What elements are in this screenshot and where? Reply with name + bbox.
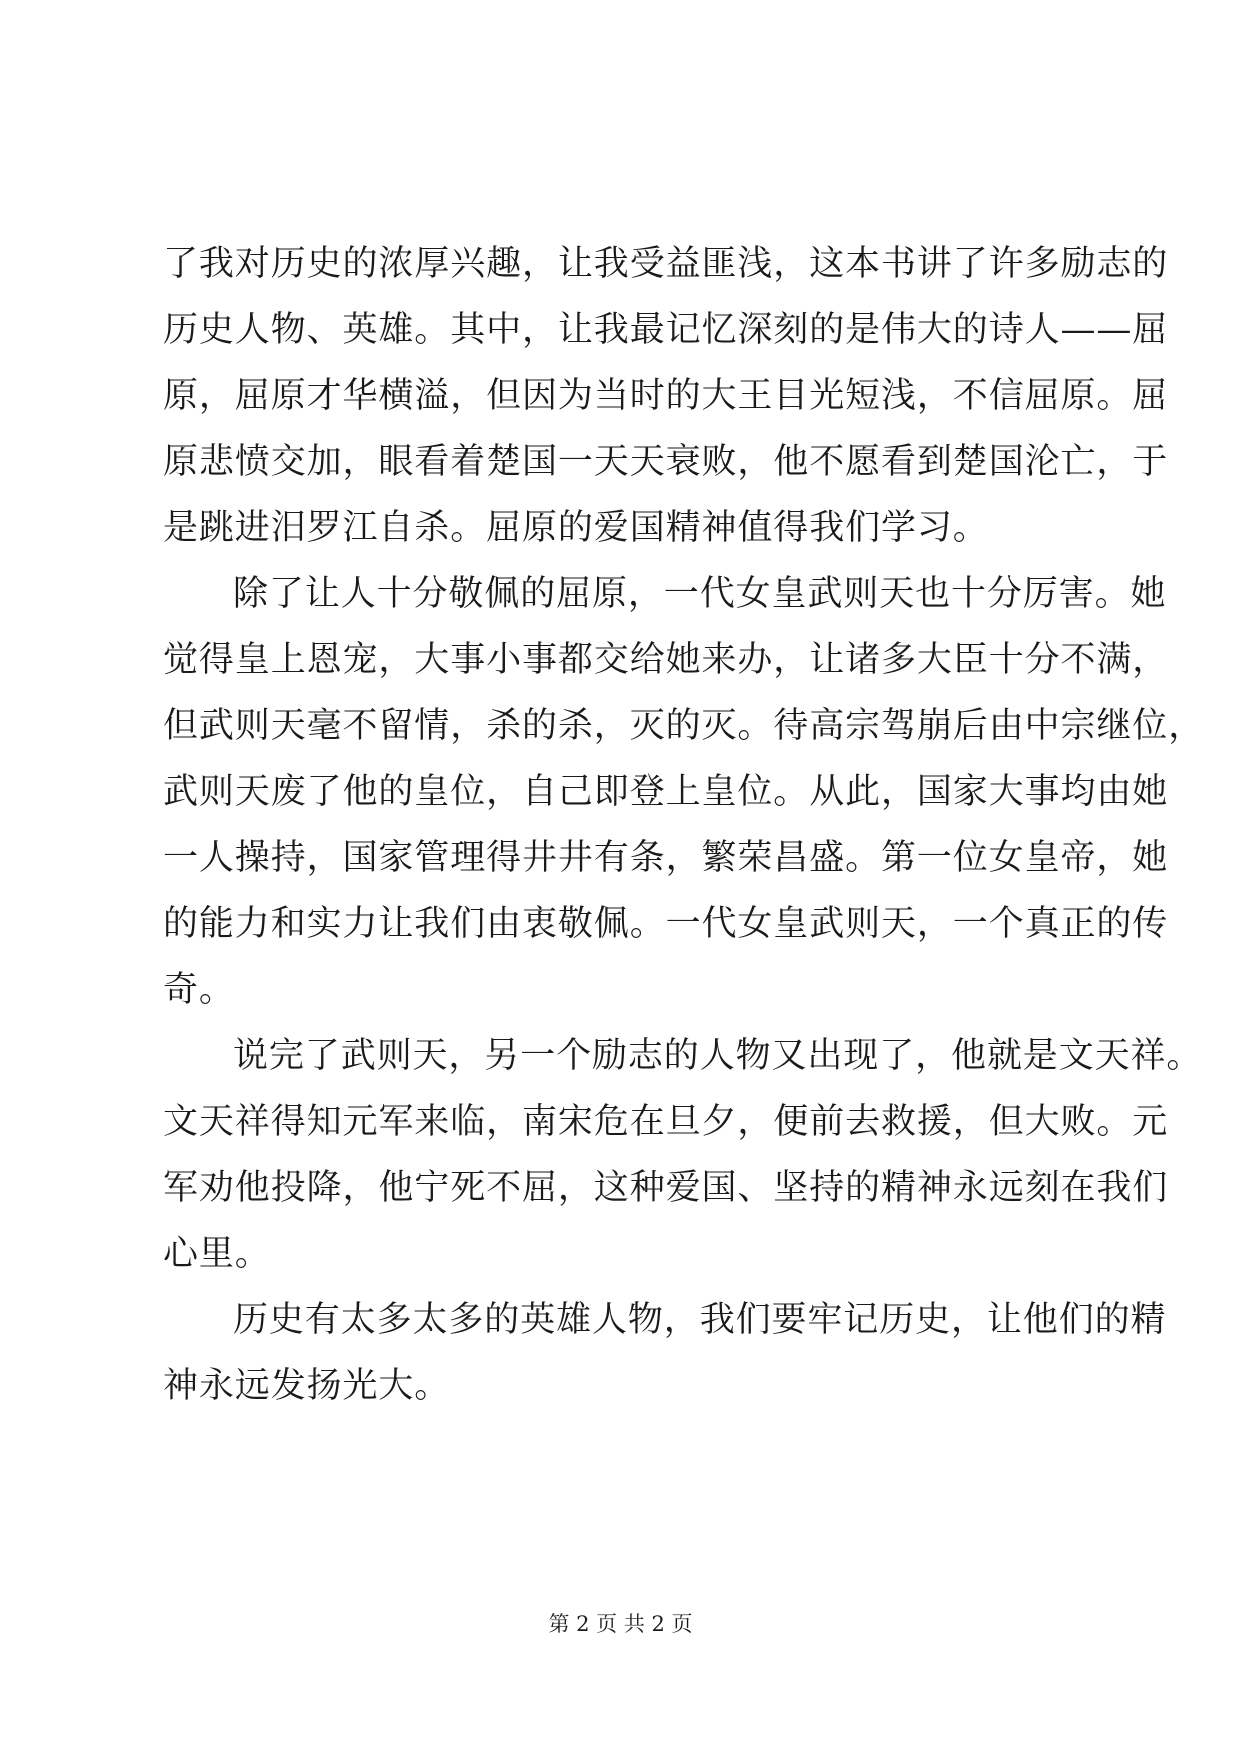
paragraph-first-line: 说完了武则天，另一个励志的人物又出现了，他就是文天祥。 [233, 1036, 1203, 1076]
page-number: 第 2 页 共 2 页 [548, 1612, 693, 1636]
text-line: 原，屈原才华横溢，但因为当时的大王目光短浅，不信屈原。屈 [163, 376, 1169, 416]
document-body [163, 231, 1205, 1419]
text-line: 但武则天毫不留情，杀的杀，灭的灭。待高宗驾崩后由中宗继位， [163, 706, 1205, 746]
text-line: 了我对历史的浓厚兴趣，让我受益匪浅，这本书讲了许多励志的 [163, 244, 1169, 284]
paragraph-first-line: 历史有太多太多的英雄人物，我们要牢记历史，让他们的精 [233, 1300, 1167, 1340]
text-line: 文天祥得知元军来临，南宋危在旦夕，便前去救援，但大败。元 [163, 1102, 1169, 1142]
text-line: 武则天废了他的皇位，自己即登上皇位。从此，国家大事均由她 [163, 772, 1169, 812]
text-line: 是跳进汨罗江自杀。屈原的爱国精神值得我们学习。 [163, 508, 989, 548]
text-line: 神永远发扬光大。 [163, 1366, 451, 1406]
text-line: 的能力和实力让我们由衷敬佩。一代女皇武则天，一个真正的传 [163, 904, 1169, 944]
text-line: 奇。 [163, 970, 235, 1010]
text-line: 心里。 [163, 1234, 271, 1274]
text-line: 历史人物、英雄。其中，让我最记忆深刻的是伟大的诗人——屈 [163, 310, 1169, 350]
text-line: 一人操持，国家管理得井井有条，繁荣昌盛。第一位女皇帝，她 [163, 838, 1169, 878]
text-line: 军劝他投降，他宁死不屈，这种爱国、坚持的精神永远刻在我们 [163, 1168, 1169, 1208]
paragraph-first-line: 除了让人十分敬佩的屈原，一代女皇武则天也十分厉害。她 [233, 574, 1167, 614]
text-line: 原悲愤交加，眼看着楚国一天天衰败，他不愿看到楚国沦亡，于 [163, 442, 1169, 482]
page-footer [0, 1609, 1241, 1639]
text-line: 觉得皇上恩宠，大事小事都交给她来办，让诸多大臣十分不满， [163, 640, 1169, 680]
